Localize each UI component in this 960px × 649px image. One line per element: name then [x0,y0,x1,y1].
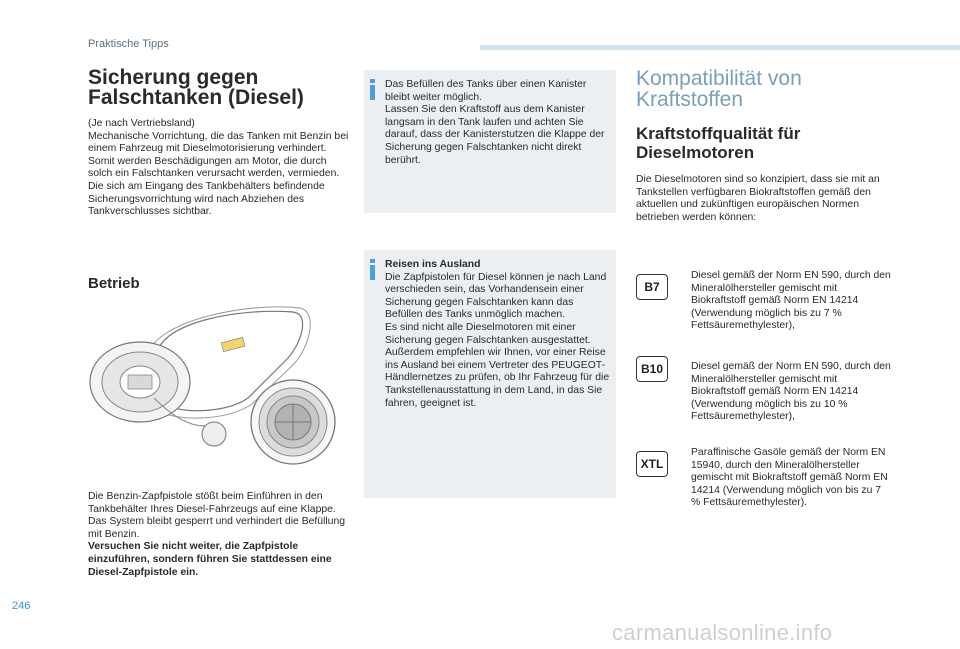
kompatibilitaet-intro: Die Dieselmotoren sind so konzipiert, dass sie mit an Tankstellen verfügbaren Biokraftstoffen gemäß den aktuellen und zukünftigen europäischen Normen betrieben werden können: [636,174,880,223]
info-box-title: Reisen ins Ausland [385,259,481,270]
header-bar [480,45,960,50]
fuel-badge-b10: B10 [636,356,668,382]
subheading-kraftstoffqualitaet [636,124,896,162]
page-number: 246 [12,600,31,612]
info-box-content [385,259,611,410]
page-title [88,68,348,108]
section-title-kompatibilitaet [636,68,916,110]
kq-line-2: Dieselmotoren [636,143,755,162]
big-title-line-2: Kraftstoffen [636,88,744,111]
big-title-line-1: Kompatibilität von [636,67,802,90]
intro-text: (Je nach Vertriebsland) Mechanische Vorrichtung, die das Tanken mit Benzin bei einem Fahrzeug mit Dieselmotorisierung verhindert. Somit werden Beschädigungen am Motor, die durch solch ein Falschtanken verursacht werden, vermieden. Die sich am Eingang des Tankbehälters befindende Sicherungsvorrichtung wird nach Abziehen des Tankverschlusses sichtbar. [88,118,349,218]
info-icon [370,79,375,100]
fuel-description-xtl: Paraffinische Gasöle gemäß der Norm EN 15940, durch den Mineralölhersteller gemischt mit Biokraftstoff gemäß Norm EN 14214 (Verwendung möglich von bis zu 7 % Fettsäuremethylester). [691,447,888,509]
info-box-kanister [364,70,616,213]
watermark: carmanualsonline.info [612,620,833,645]
info-box-text: Die Zapfpistolen für Diesel können je nach Land verschieden sein, das Vorhandensein einer Sicherung gegen Falschtanken kann das Befüllen des Tanks unmöglich machen. Es sind nicht alle Dieselmotoren mit einer Sicherung gegen Falschtanken ausgestattet. Außerdem empfehlen wir Ihnen, vor einer Reise ins Ausland bei einem Vertreter des PEUGEOT-Händlernetzes zu prüfen, ob Ihr Fahrzeug für die Tankstellenausstattung in dem Land, in das Sie fahren, geeignet ist. [385,271,610,409]
betrieb-text [88,491,350,579]
fuel-filler-drawing [88,302,350,472]
section-label: Praktische Tipps [88,38,169,50]
betrieb-description: Die Benzin-Zapfpistole stößt beim Einführen in den Tankbehälter Ihres Diesel-Fahrzeugs auf eine Klappe. Das System bleibt gesperrt und verhindert die Befüllung mit Benzin. [88,491,346,540]
info-box-text: Das Befüllen des Tanks über einen Kanister bleibt weiter möglich. Lassen Sie den Kraftstoff aus dem Kanister langsam in den Tank laufen und achten Sie darauf, dass der Kanisterstutzen die Klappe der Sicherung gegen Falschtanken nicht direkt berührt. [385,79,605,166]
subheading-betrieb: Betrieb [88,275,140,292]
info-box-ausland [364,250,616,498]
title-line-2: Falschtanken (Diesel) [88,86,304,109]
fuel-filler-illustration [88,302,350,472]
betrieb-warning: Versuchen Sie nicht weiter, die Zapfpistole einzuführen, sondern führen Sie stattdessen eine Diesel-Zapfpistole ein. [88,541,332,578]
fuel-badge-b7: B7 [636,274,668,300]
fuel-description-b7: Diesel gemäß der Norm EN 590, durch den Mineralölhersteller gemischt mit Biokraftstoff gemäß Norm EN 14214 (Verwendung möglich bis zu 7 % Fettsäuremethylester), [691,270,891,332]
fuel-badge-xtl: XTL [636,451,668,477]
fuel-description-b10: Diesel gemäß der Norm EN 590, durch den Mineralölhersteller gemischt mit Biokraftstoff gemäß Norm EN 14214 (Verwendung möglich bis zu 10 % Fettsäuremethylester), [691,361,891,423]
kq-line-1: Kraftstoffqualität für [636,124,801,143]
info-icon [370,259,375,280]
title-line-1: Sicherung gegen [88,66,259,89]
